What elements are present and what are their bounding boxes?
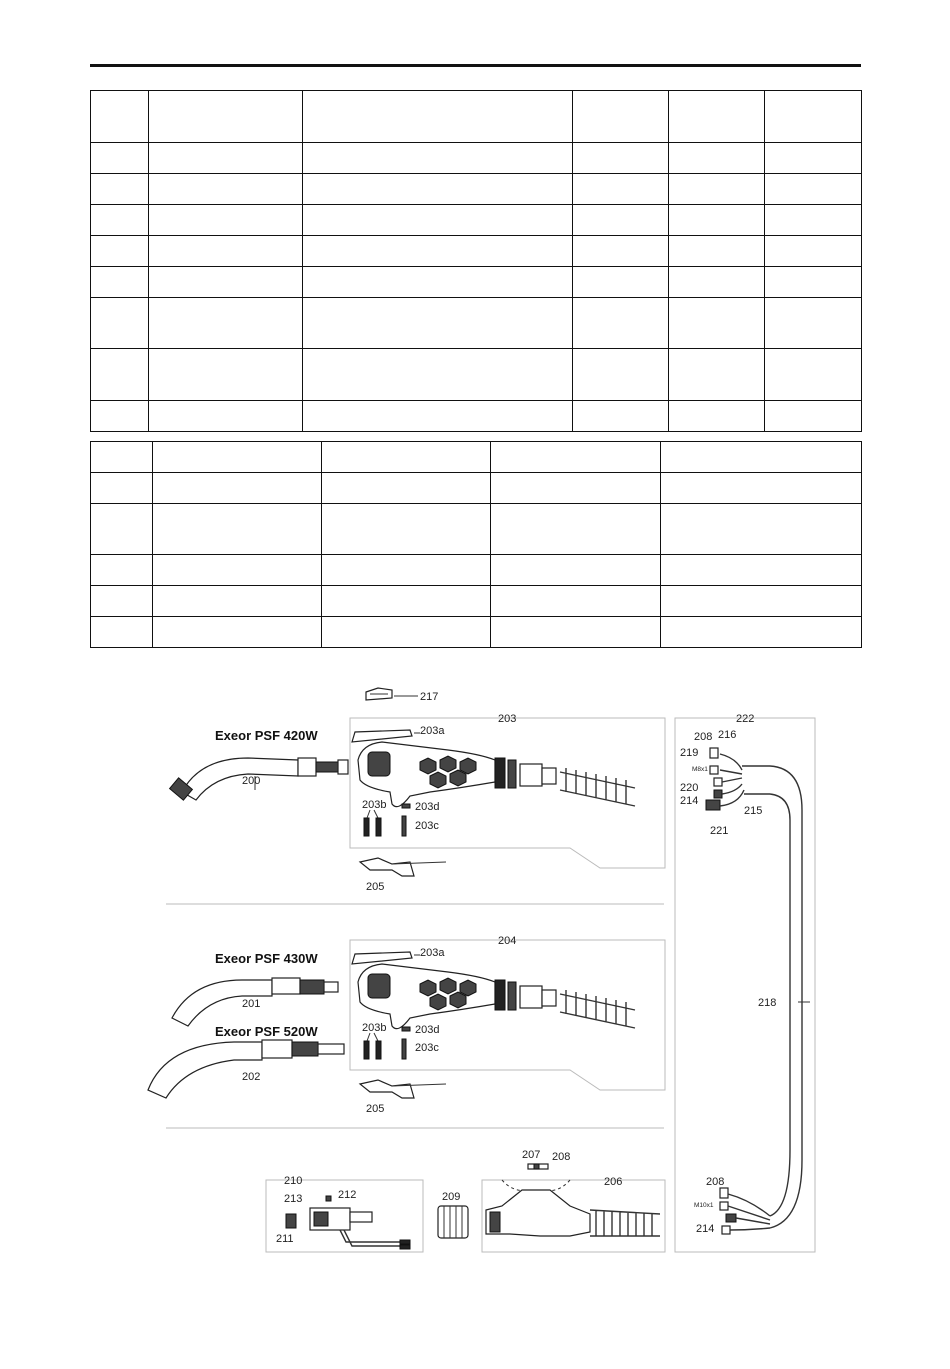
- table-header-row: [91, 91, 862, 143]
- callout-210: 210: [284, 1175, 303, 1187]
- callout-213: 213: [284, 1193, 303, 1205]
- callout-203a-top: 203a: [420, 725, 445, 737]
- part-206-cable-sleeve: [486, 1149, 660, 1236]
- callout-221: 221: [710, 825, 729, 837]
- model-label-520w: Exeor PSF 520W: [215, 1024, 318, 1039]
- callout-206: 206: [604, 1176, 623, 1188]
- callout-203c-top: 203c: [415, 820, 439, 832]
- table-row: [91, 298, 862, 349]
- table-row: [91, 205, 862, 236]
- callout-203: 203: [498, 713, 517, 725]
- header-rule: [90, 64, 861, 67]
- part-222-cable-assembly: [680, 713, 810, 1235]
- callout-217: 217: [420, 691, 439, 703]
- part-217-clip: [366, 688, 438, 703]
- part-209-nut: [438, 1191, 468, 1238]
- callout-203c-mid: 203c: [415, 1042, 439, 1054]
- part-210-switch-assembly: [276, 1175, 410, 1249]
- callout-208-mid: 208: [552, 1151, 571, 1163]
- callout-201: 201: [242, 998, 261, 1010]
- part-204-handle: [352, 935, 635, 1029]
- callout-205-mid: 205: [366, 1103, 385, 1115]
- callout-220: 220: [680, 782, 699, 794]
- table-row: [91, 236, 862, 267]
- label-m8x1: M8x1: [692, 766, 708, 773]
- callout-203b-mid: 203b: [362, 1022, 387, 1034]
- table-row: [91, 143, 862, 174]
- callout-203d-mid: 203d: [415, 1024, 440, 1036]
- part-205-trigger: [360, 858, 446, 893]
- part-200-neck-420w: [170, 728, 348, 800]
- callout-203b-top: 203b: [362, 799, 387, 811]
- callout-214-bot: 214: [696, 1223, 715, 1235]
- parts-table-lower: [90, 441, 862, 648]
- table-row: [91, 504, 862, 555]
- callout-202: 202: [242, 1071, 261, 1083]
- callout-222: 222: [736, 713, 755, 725]
- callout-207: 207: [522, 1149, 541, 1161]
- table-row: [91, 349, 862, 401]
- table-row: [91, 401, 862, 432]
- table-row: [91, 267, 862, 298]
- callout-204: 204: [498, 935, 517, 947]
- callout-209: 209: [442, 1191, 461, 1203]
- label-m10x1: M10x1: [694, 1202, 714, 1209]
- callout-200: 200: [242, 775, 261, 787]
- model-label-430w: Exeor PSF 430W: [215, 951, 318, 966]
- table-row: [91, 586, 862, 617]
- table-header-row: [91, 442, 862, 473]
- callout-205-top: 205: [366, 881, 385, 893]
- exploded-parts-diagram: [130, 680, 830, 1270]
- table-row: [91, 473, 862, 504]
- callout-216: 216: [718, 729, 737, 741]
- callout-218: 218: [758, 997, 777, 1009]
- callout-215: 215: [744, 805, 763, 817]
- table-row: [91, 555, 862, 586]
- callout-203d-top: 203d: [415, 801, 440, 813]
- callout-208-bot: 208: [706, 1176, 725, 1188]
- part-203-handle: [352, 713, 635, 807]
- part-205-trigger-mid: [360, 1080, 446, 1115]
- callout-212: 212: [338, 1189, 357, 1201]
- table-row: [91, 174, 862, 205]
- model-label-420w: Exeor PSF 420W: [215, 728, 318, 743]
- callout-203a-mid: 203a: [420, 947, 445, 959]
- callout-211: 211: [276, 1233, 294, 1245]
- parts-table-upper: [90, 90, 862, 432]
- callout-208-top: 208: [694, 731, 713, 743]
- callout-214-top: 214: [680, 795, 699, 807]
- part-201-neck-430w: [172, 951, 338, 1026]
- table-row: [91, 617, 862, 648]
- part-202-neck-520w: [148, 1024, 344, 1098]
- callout-219: 219: [680, 747, 699, 759]
